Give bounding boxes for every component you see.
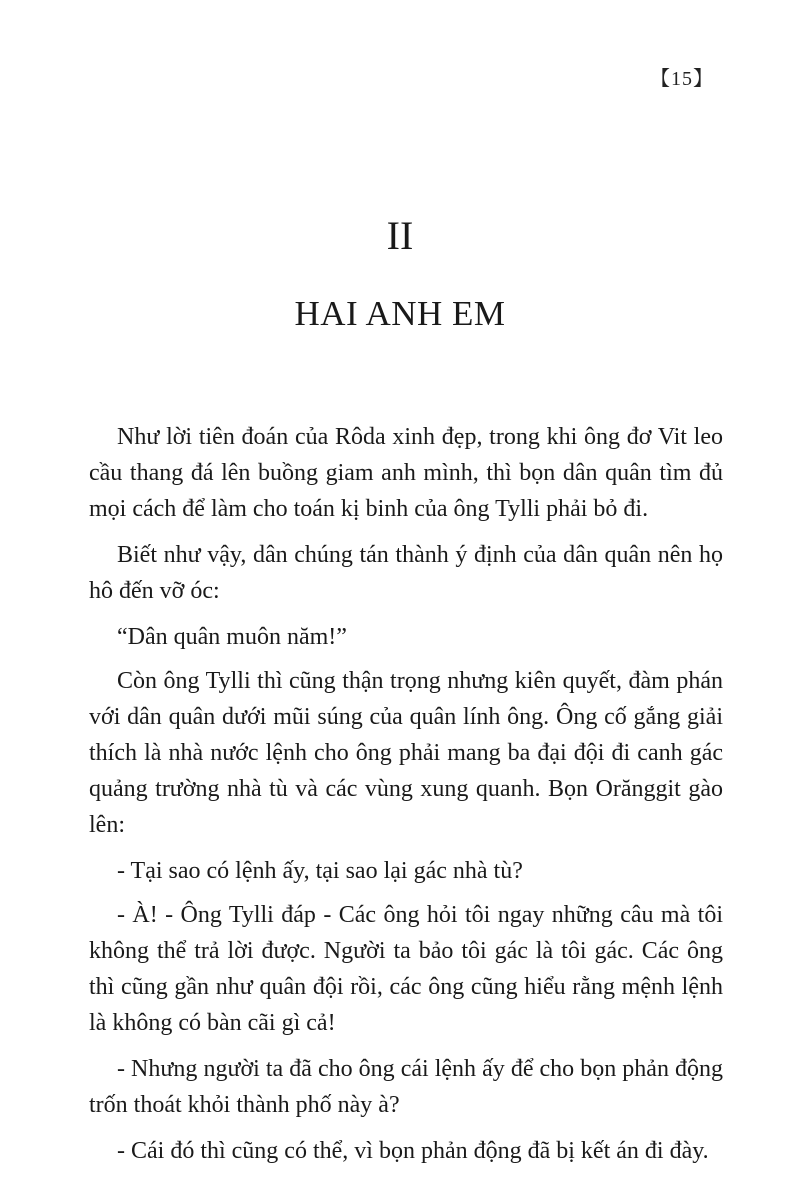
chapter-number: II — [386, 213, 414, 258]
paragraph: “Dân quân muôn năm!” — [117, 624, 347, 650]
paragraph: - Tại sao có lệnh ấy, tại sao lại gác nhà tù? — [117, 858, 523, 884]
paragraph: Biết như vậy, dân chúng tán thành ý định của dân quân nên họ hô đến vỡ óc: — [89, 542, 723, 604]
body-text — [89, 419, 723, 1179]
paragraph: - Cái đó thì cũng có thể, vì bọn phản động đã bị kết án đi đày. — [117, 1138, 709, 1164]
page-number: 【15】 — [650, 68, 714, 90]
paragraph: - À! - Ông Tylli đáp - Các ông hỏi tôi ngay những câu mà tôi không thể trả lời được. Người ta bảo tôi gác là tôi gác. Các ông thì cũng gần như quân đội rồi, các ông cũng hiểu rằng mệnh lệnh là không có bàn cãi gì cả! — [89, 902, 723, 1036]
chapter-title: HAI ANH EM — [294, 294, 506, 333]
paragraph: Còn ông Tylli thì cũng thận trọng nhưng kiên quyết, đàm phán với dân quân dưới mũi súng của quân lính ông. Ông cố gắng giải thích là nhà nước lệnh cho ông phải mang ba đại đội đi canh gác quảng trường nhà tù và các vùng xung quanh. Bọn Orănggit gào lên: — [89, 668, 723, 838]
paragraph: - Nhưng người ta đã cho ông cái lệnh ấy để cho bọn phản động trốn thoát khỏi thành phố này à? — [89, 1056, 723, 1118]
paragraph: Như lời tiên đoán của Rôda xinh đẹp, trong khi ông đơ Vit leo cầu thang đá lên buồng giam anh mình, thì bọn dân quân tìm đủ mọi cách để làm cho toán kị binh của ông Tylli phải bỏ đi. — [89, 424, 723, 522]
